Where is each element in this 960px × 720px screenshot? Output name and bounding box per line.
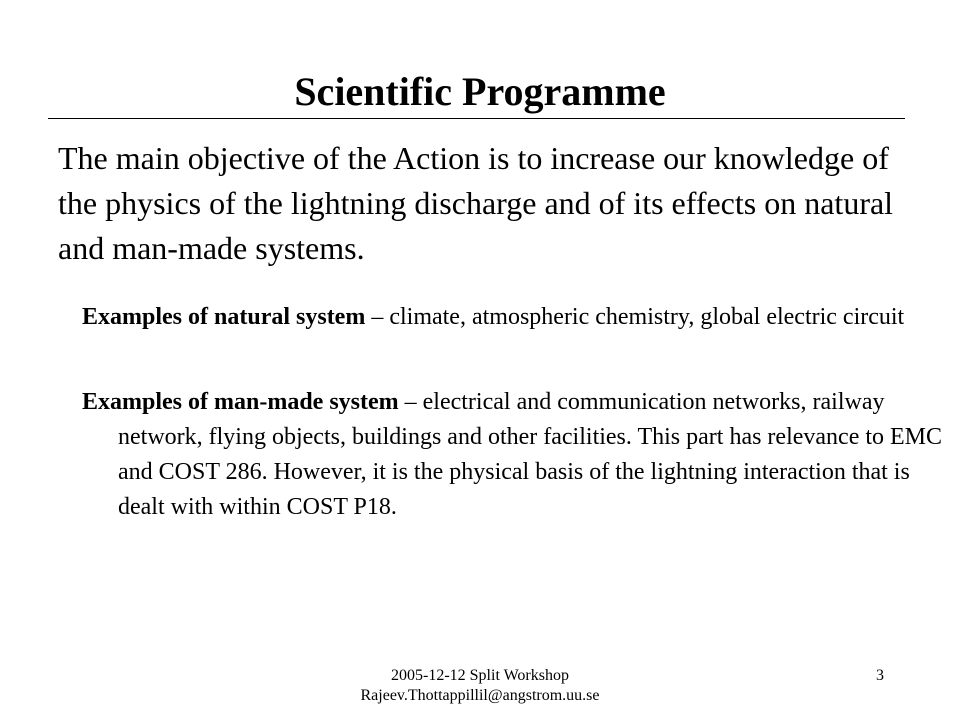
bullet-man-made-system <box>82 385 948 525</box>
page-number: 3 <box>876 667 884 684</box>
bullet-lead: Examples of natural system <box>82 304 366 330</box>
bullet-lead: Examples of man-made system <box>82 389 399 415</box>
bullet-natural-system <box>82 300 948 335</box>
bullet-text: – electrical and communication networks, railway network, flying objects, buildings and other facilities. This part has relevance to EMC and COST 286. However, it is the physical basis of the lightning interaction that is dealt with within COST P18. <box>118 389 943 520</box>
title-divider <box>48 118 905 119</box>
footer-email: Rajeev.Thottappillil@angstrom.uu.se <box>360 687 600 704</box>
objective-paragraph: The main objective of the Action is to increase our knowledge of the physics of the lightning discharge and of its effects on natural and man-made systems. <box>58 140 894 266</box>
slide-title: Scientific Programme <box>294 69 666 114</box>
bullet-text: – climate, atmospheric chemistry, global electric circuit <box>365 304 905 330</box>
footer-event: 2005-12-12 Split Workshop <box>391 667 569 684</box>
footer <box>0 666 960 706</box>
